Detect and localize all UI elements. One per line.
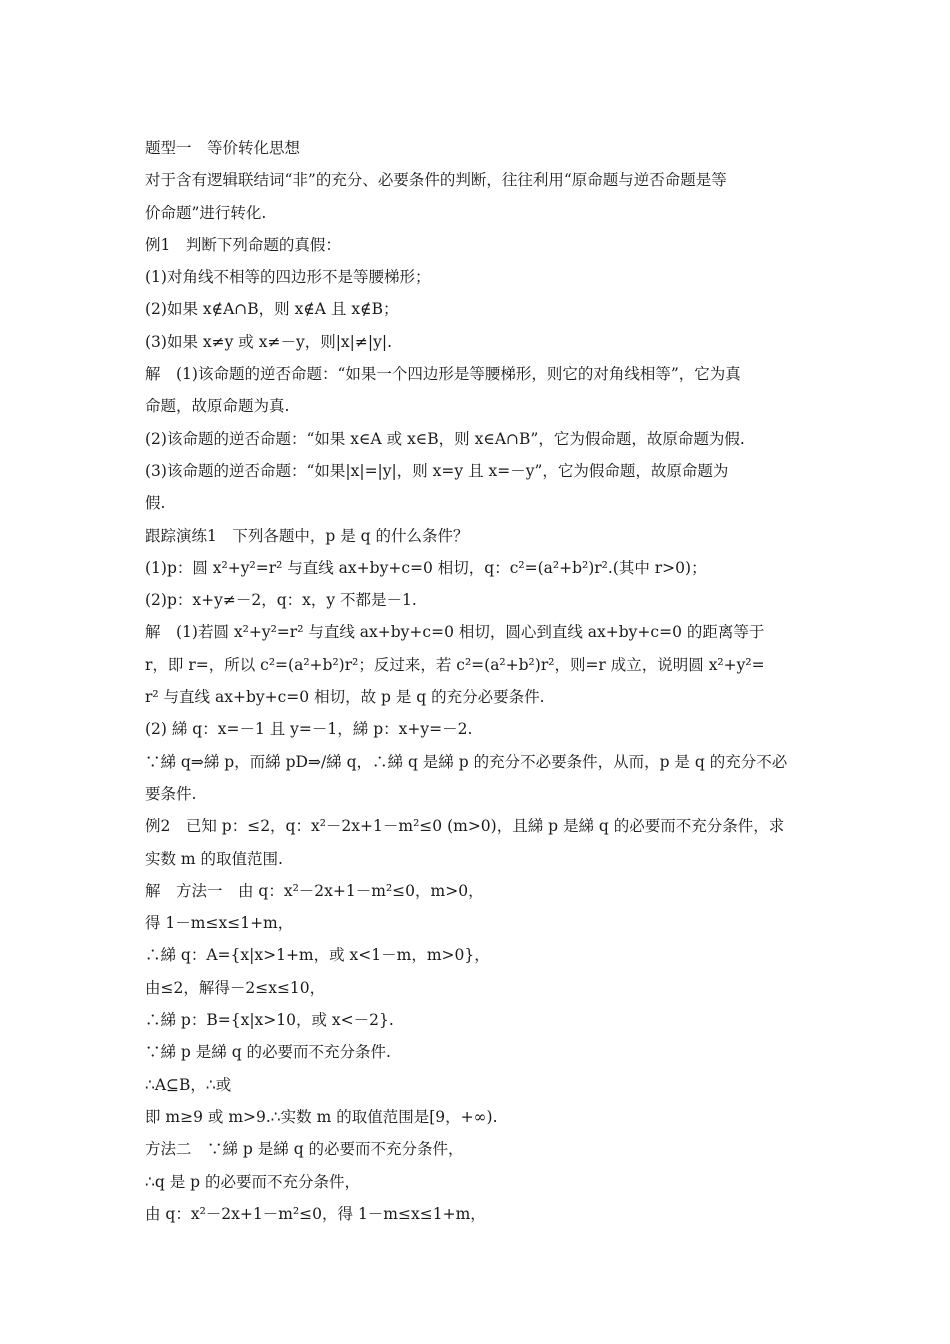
text-line: (3)如果 x≠y 或 x≠－y，则|x|≠|y|. bbox=[145, 332, 393, 351]
text-line: 由 q：x²－2x+1－m²≤0，得 1－m≤x≤1+m， bbox=[145, 1204, 486, 1223]
text-line: 方法二 ∵綈 p 是綈 q 的必要而不充分条件， bbox=[145, 1140, 464, 1159]
text-line: (2) 綈 q：x=－1 且 y=－1，綈 p：x+y=－2. bbox=[145, 720, 473, 739]
text-line: r² 与直线 ax+by+c=0 相切，故 p 是 q 的充分必要条件. bbox=[145, 688, 545, 707]
text-line: 解 方法一 由 q：x²－2x+1－m²≤0，m>0， bbox=[145, 881, 484, 900]
text-line: 由≤2，解得－2≤x≤10， bbox=[145, 978, 326, 997]
text-line: (2)该命题的逆否命题：“如果 x∈A 或 x∈B，则 x∈A∩B”，它为假命题，故原命题为假. bbox=[145, 429, 745, 448]
example-heading: 例1 判断下列命题的真假： bbox=[145, 235, 341, 254]
text-line: 即 m≥9 或 m>9.∴实数 m 的取值范围是[9，+∞). bbox=[145, 1107, 498, 1126]
text-line: ∴綈 p：B={x|x>10，或 x<－2}. bbox=[145, 1011, 394, 1030]
text-line: 命题，故原命题为真. bbox=[145, 397, 290, 416]
text-line: ∴q 是 p 的必要而不充分条件， bbox=[145, 1172, 360, 1191]
text-line: (2)p：x+y≠－2，q：x，y 不都是－1. bbox=[145, 591, 417, 610]
text-line: (1)p：圆 x²+y²=r² 与直线 ax+by+c=0 相切，q：c²=(a²+b²)r².(其中 r>0)； bbox=[145, 558, 707, 577]
text-line: ∵綈 q⇒綈 p，而綈 pD⇒/綈 q，∴綈 q 是綈 p 的充分不必要条件，从而，p 是 q 的充分不必 bbox=[145, 752, 788, 771]
text-line: 对于含有逻辑联结词“非”的充分、必要条件的判断，往往利用“原命题与逆否命题是等 bbox=[145, 171, 727, 190]
practice-heading: 跟踪演练1 下列各题中，p 是 q 的什么条件？ bbox=[145, 526, 469, 545]
text-line: ∵綈 p 是綈 q 的必要而不充分条件. bbox=[145, 1043, 391, 1062]
text-line: (1)对角线不相等的四边形不是等腰梯形； bbox=[145, 268, 431, 287]
text-line: 解 (1)若圆 x²+y²=r² 与直线 ax+by+c=0 相切，圆心到直线 ax+by+c=0 的距离等于 bbox=[145, 623, 765, 642]
text-line: 解 (1)该命题的逆否命题：“如果一个四边形是等腰梯形，则它的对角线相等”，它为真 bbox=[145, 365, 741, 384]
text-line: ∴綈 q：A={x|x>1+m，或 x<1－m，m>0}， bbox=[145, 946, 490, 965]
text-line: 假. bbox=[145, 494, 166, 513]
text-line: (2)如果 x∉A∩B，则 x∉A 且 x∉B； bbox=[145, 300, 399, 319]
text-line: 价命题”进行转化. bbox=[145, 203, 267, 222]
text-line: (3)该命题的逆否命题：“如果|x|=|y|，则 x=y 且 x=－y”，它为假命题，故原命题为 bbox=[145, 461, 729, 480]
text-line: 实数 m 的取值范围. bbox=[145, 849, 283, 868]
text-line: 要条件. bbox=[145, 784, 197, 803]
text-line: 得 1－m≤x≤1+m， bbox=[145, 914, 294, 933]
section-heading: 题型一 等价转化思想 bbox=[145, 139, 301, 157]
document-body bbox=[145, 134, 810, 1232]
example-heading: 例2 已知 p：≤2，q：x²－2x+1－m²≤0 (m>0)，且綈 p 是綈 q 的必要而不充分条件，求 bbox=[145, 817, 785, 836]
text-line: ∴A⊆B，∴或 bbox=[145, 1075, 232, 1094]
text-line: r，即 r=，所以 c²=(a²+b²)r²；反过来，若 c²=(a²+b²)r²，则=r 成立，说明圆 x²+y²= bbox=[145, 655, 765, 674]
